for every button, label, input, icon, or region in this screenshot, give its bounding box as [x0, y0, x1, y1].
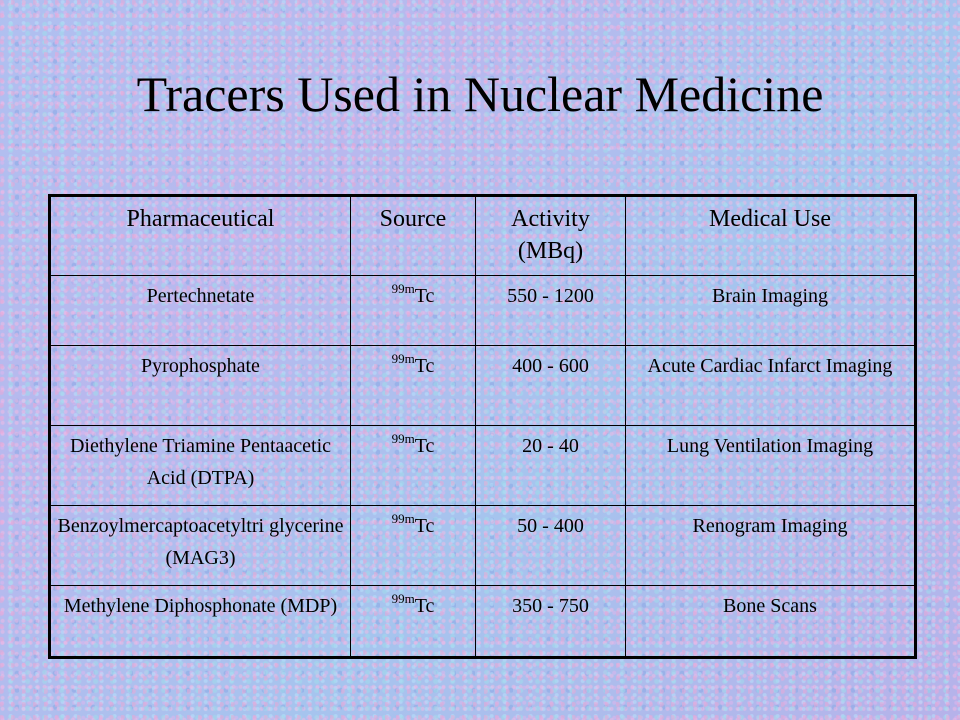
cell-pharmaceutical: Pyrophosphate	[50, 346, 351, 426]
isotope-mass: 99m	[391, 511, 415, 526]
cell-activity: 400 - 600	[476, 346, 626, 426]
cell-activity: 350 - 750	[476, 586, 626, 658]
isotope-mass: 99m	[391, 351, 415, 366]
cell-activity: 50 - 400	[476, 506, 626, 586]
cell-medical-use: Brain Imaging	[626, 276, 916, 346]
table-row	[50, 506, 916, 586]
header-medical-use: Medical Use	[626, 196, 916, 276]
header-pharmaceutical: Pharmaceutical	[50, 196, 351, 276]
isotope-element: Tc	[414, 355, 435, 377]
cell-source	[351, 586, 476, 658]
cell-pharmaceutical: Benzoylmercaptoacetyltri glycerine (MAG3)	[50, 506, 351, 586]
table-row	[50, 586, 916, 658]
cell-medical-use: Renogram Imaging	[626, 506, 916, 586]
isotope-element: Tc	[414, 435, 435, 457]
cell-medical-use: Lung Ventilation Imaging	[626, 426, 916, 506]
cell-source	[351, 506, 476, 586]
cell-source	[351, 346, 476, 426]
isotope-element: Tc	[414, 595, 435, 617]
isotope-element: Tc	[414, 515, 435, 537]
cell-source	[351, 426, 476, 506]
cell-pharmaceutical: Pertechnetate	[50, 276, 351, 346]
cell-medical-use: Acute Cardiac Infarct Imaging	[626, 346, 916, 426]
header-activity: Activity (MBq)	[476, 196, 626, 276]
table-header-row	[50, 196, 916, 276]
cell-activity: 20 - 40	[476, 426, 626, 506]
cell-pharmaceutical: Diethylene Triamine Pentaacetic Acid (DTPA)	[50, 426, 351, 506]
cell-activity: 550 - 1200	[476, 276, 626, 346]
cell-source	[351, 276, 476, 346]
tracers-table	[48, 194, 917, 659]
cell-pharmaceutical: Methylene Diphosphonate (MDP)	[50, 586, 351, 658]
isotope-mass: 99m	[391, 281, 415, 296]
isotope-element: Tc	[414, 285, 435, 307]
isotope-mass: 99m	[391, 591, 415, 606]
table-row	[50, 276, 916, 346]
table-row	[50, 346, 916, 426]
slide-title: Tracers Used in Nuclear Medicine	[136, 66, 824, 122]
table-row	[50, 426, 916, 506]
header-source: Source	[351, 196, 476, 276]
isotope-mass: 99m	[391, 431, 415, 446]
cell-medical-use: Bone Scans	[626, 586, 916, 658]
